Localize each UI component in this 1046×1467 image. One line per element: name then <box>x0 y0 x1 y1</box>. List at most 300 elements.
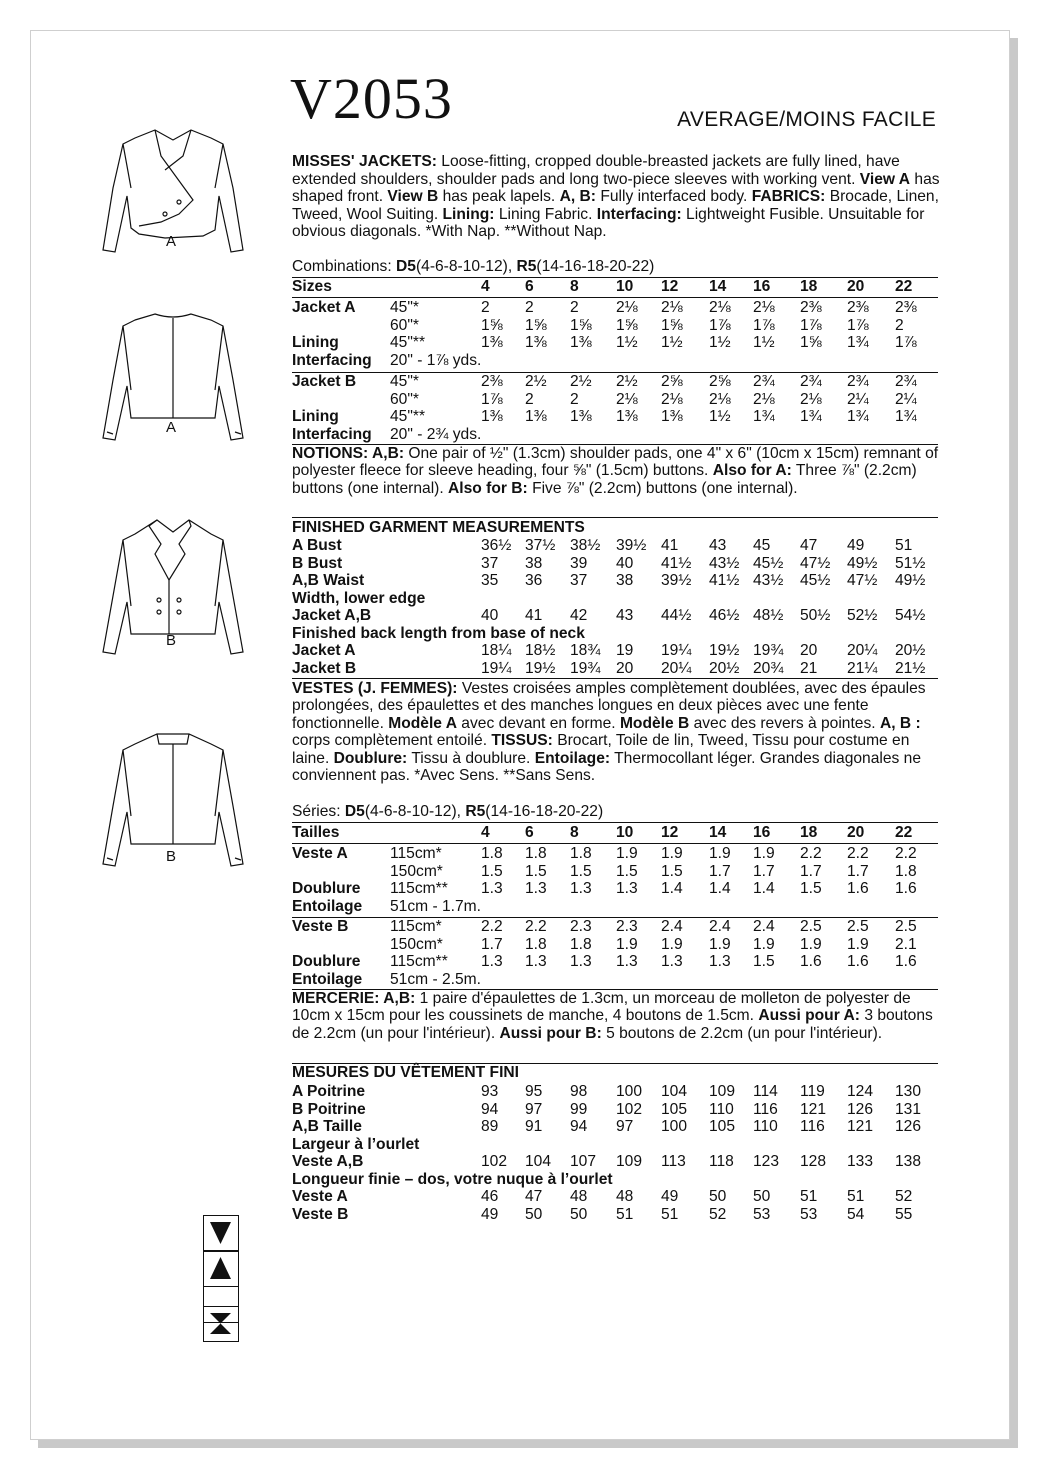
measurement-cell: 126 <box>847 1100 874 1118</box>
measurement-cell: 37 <box>481 554 499 572</box>
difficulty-label: AVERAGE/MOINS FACILE <box>677 108 936 131</box>
hourglass-icon <box>203 1306 239 1342</box>
measurement-cell: 123 <box>753 1153 780 1170</box>
yardage-row-label: Entoilage <box>292 970 363 988</box>
measurement-cell: 47½ <box>800 554 831 572</box>
measurement-cell: 52½ <box>847 607 878 624</box>
yardage-cell: 2⅛ <box>616 299 638 316</box>
measurement-cell: 40 <box>481 607 499 624</box>
yardage-cell: 1.8 <box>895 862 917 880</box>
sizes-header-row <box>292 278 938 296</box>
fabric-width: 60"* <box>390 316 419 334</box>
english-description: MISSES' JACKETS: Loose-fitting, cropped double-breasted jackets are fully lined, have extended shoulders, shoulder pads and long two-piece sleeves with working vent. View A has shaped front. View B has peak lapels. A, B: Fully interfaced body. FABRICS: Brocade, Linen, Tweed, Wool Suiting. Lining: Lining Fabric. Interfacing: Lightweight Fusible. Unsuitable for obvious diagonals. *With Nap. **Without Nap. <box>292 153 940 241</box>
size-header-cell: 12 <box>661 278 679 295</box>
measurement-row <box>292 660 938 678</box>
fabric-width: 51cm - 2.5m. <box>390 970 481 988</box>
yardage-cell: 1.3 <box>616 953 638 970</box>
measurement-row <box>292 537 938 555</box>
sizes-header-label: Sizes <box>292 278 332 295</box>
size-header-cell: 6 <box>525 824 534 841</box>
measurement-cell: 114 <box>753 1083 778 1100</box>
measurement-cell: 49½ <box>847 554 878 572</box>
yardage-cell: 1⅞ <box>895 334 917 351</box>
measurement-cell: 53 <box>800 1205 818 1223</box>
measurement-cell: 118 <box>709 1153 734 1170</box>
measurement-cell: 47 <box>525 1188 543 1205</box>
yardage-cell: 1.8 <box>481 845 503 862</box>
size-header-cell: 14 <box>709 278 727 295</box>
yardage-row <box>292 918 938 936</box>
measurement-cell: 110 <box>709 1100 734 1118</box>
measurement-cell: 107 <box>570 1153 597 1170</box>
yardage-cell: 1.3 <box>661 953 683 970</box>
measurement-cell: 128 <box>800 1153 827 1170</box>
measurement-cell: 51 <box>661 1205 679 1223</box>
measurement-cell: 99 <box>570 1100 588 1118</box>
measurement-cell: 97 <box>525 1100 543 1118</box>
yardage-cell: 2½ <box>525 373 547 390</box>
measurement-cell: 38½ <box>570 537 601 554</box>
yardage-cell: 1⅞ <box>709 316 731 334</box>
yardage-row <box>292 880 938 898</box>
yardage-row-label: Doublure <box>292 880 361 897</box>
measurement-label: B Poitrine <box>292 1100 366 1118</box>
sizes-header-label: Tailles <box>292 824 340 841</box>
yardage-row <box>292 391 938 409</box>
yardage-row <box>292 317 938 335</box>
yardage-cell: 1⅜ <box>481 334 503 351</box>
measurement-cell: 41 <box>661 537 679 554</box>
measurement-cell: 52 <box>895 1188 913 1205</box>
measurement-cell: 20¼ <box>661 659 692 677</box>
yardage-row-label: Interfacing <box>292 351 372 369</box>
size-header-cell: 10 <box>616 824 634 841</box>
measurement-row <box>292 625 938 643</box>
measurement-cell: 47 <box>800 537 818 554</box>
measurement-cell: 124 <box>847 1083 874 1100</box>
fabric-width: 20" - 2¾ yds. <box>390 425 482 443</box>
yardage-row <box>292 334 938 352</box>
measurement-cell: 39½ <box>661 572 692 589</box>
yardage-cell: 2 <box>525 299 534 316</box>
measurement-label: A,B Waist <box>292 572 365 589</box>
measurement-label: A Bust <box>292 537 342 554</box>
yardage-row <box>292 845 938 863</box>
yardage-cell: 1.8 <box>570 845 592 862</box>
yardage-cell: 1⅞ <box>481 390 503 408</box>
measurement-cell: 45½ <box>800 572 831 589</box>
yardage-cell: 1⅞ <box>847 316 869 334</box>
yardage-cell: 1.6 <box>847 953 869 970</box>
yardage-cell: 1¾ <box>753 408 775 425</box>
table-rule <box>292 678 938 679</box>
yardage-cell: 1.5 <box>481 862 503 880</box>
measurement-cell: 48 <box>570 1188 588 1205</box>
measurement-row <box>292 555 938 573</box>
size-header-cell: 14 <box>709 824 727 841</box>
french-description: VESTES (J. FEMMES): Vestes croisées amples complètement doublées, avec des épaules prolongées, des épaulettes et des manches longues en deux pièces avec une fente fonctionnelle. Modèle A avec devant en forme. Modèle B avec des revers à pointes. A, B : corps complètement entoilé. TISSUS: Brocart, Toile de lin, Tweed, Tissu pour costume en laine. Doublure: Tissu à doublure. Entoilage: Thermocollant léger. Grandes diagonales ne conviennent pas. *Avec Sens. **Sans Sens. <box>292 680 926 785</box>
fabric-width: 115cm** <box>390 953 448 970</box>
measurement-label: Veste A,B <box>292 1153 364 1170</box>
measurement-cell: 19¾ <box>753 642 784 659</box>
yardage-cell: 2 <box>570 390 579 408</box>
yardage-cell: 1¾ <box>800 408 822 425</box>
measurement-cell: 21½ <box>895 659 926 677</box>
yardage-cell: 2.5 <box>895 918 917 935</box>
triangle-up-icon <box>203 1251 239 1287</box>
yardage-cell: 2⅜ <box>895 299 917 316</box>
measurement-label: A,B Taille <box>292 1118 362 1135</box>
yardage-cell: 1⅝ <box>525 316 547 334</box>
yardage-cell: 1½ <box>709 334 731 351</box>
measurement-cell: 102 <box>616 1100 643 1118</box>
measurement-cell: 41 <box>525 607 543 624</box>
series-line: Séries: D5(4-6-8-10-12), R5(14-16-18-20-22) <box>292 803 604 820</box>
size-header-cell: 8 <box>570 824 579 841</box>
sketch-label-a-front: A <box>166 233 177 250</box>
yardage-cell: 2⅝ <box>709 373 731 390</box>
measurement-cell: 50 <box>525 1205 543 1223</box>
yardage-cell: 1⅜ <box>525 408 547 425</box>
measurement-cell: 91 <box>525 1118 543 1135</box>
measurement-row <box>292 1101 938 1119</box>
measurement-cell: 49½ <box>895 572 926 589</box>
yardage-row <box>292 898 938 916</box>
fabric-width: 45"* <box>390 373 419 390</box>
size-header-cell: 18 <box>800 278 818 295</box>
yardage-cell: 2.5 <box>847 918 869 935</box>
yardage-row <box>292 971 938 989</box>
yardage-cell: 2.2 <box>895 845 917 862</box>
measurement-row <box>292 572 938 590</box>
measurement-cell: 19¾ <box>570 659 601 677</box>
yardage-cell: 2¾ <box>895 373 917 390</box>
yardage-cell: 1.6 <box>847 880 869 897</box>
yardage-row-label: Doublure <box>292 953 361 970</box>
english-measurements-title: FINISHED GARMENT MEASUREMENTS <box>292 519 585 536</box>
yardage-cell: 1.3 <box>525 880 547 897</box>
yardage-cell: 2 <box>525 390 534 408</box>
measurement-cell: 51 <box>895 537 913 554</box>
yardage-cell: 1.3 <box>616 880 638 897</box>
yardage-row-label: Jacket B <box>292 373 357 390</box>
measurement-cell: 20¾ <box>753 659 784 677</box>
measurement-cell: 43½ <box>709 554 740 572</box>
yardage-cell: 1.9 <box>616 935 638 953</box>
english-notions: NOTIONS: A,B: One pair of ½" (1.3cm) shoulder pads, one 4" x 6" (10cm x 15cm) remnant of polyester fleece for sleeve heading, four ⅝" (1.5cm) buttons. Also for A: Three ⅞" (2.2cm) buttons (one internal). Also for B: Five ⅞" (2.2cm) buttons (one internal). <box>292 445 939 497</box>
measurement-cell: 48½ <box>753 607 784 624</box>
yardage-row <box>292 936 938 954</box>
yardage-cell: 1.5 <box>661 862 683 880</box>
measurement-cell: 43 <box>616 607 634 624</box>
yardage-row <box>292 426 938 444</box>
fabric-width: 115cm* <box>390 918 442 935</box>
pattern-number: V2053 <box>290 66 453 131</box>
measurement-row <box>292 1188 938 1206</box>
yardage-cell: 2⅜ <box>847 299 869 316</box>
measurement-cell: 19½ <box>525 659 556 677</box>
yardage-cell: 1.5 <box>616 862 638 880</box>
measurement-cell: 53 <box>753 1205 771 1223</box>
measurement-cell: 43½ <box>753 572 784 589</box>
table-rule <box>292 822 938 823</box>
yardage-cell: 1.7 <box>847 862 869 880</box>
measurement-row <box>292 1153 938 1171</box>
yardage-cell: 1⅞ <box>753 316 775 334</box>
yardage-cell: 1.8 <box>570 935 592 953</box>
yardage-cell: 1.9 <box>709 845 731 862</box>
measurement-row <box>292 642 938 660</box>
combinations-line: Combinations: D5(4-6-8-10-12), R5(14-16-18-20-22) <box>292 258 655 275</box>
yardage-row-label: Veste B <box>292 918 349 935</box>
measurement-cell: 52 <box>709 1205 727 1223</box>
yardage-cell: 2.3 <box>570 918 592 935</box>
measurement-label: Width, lower edge <box>292 589 426 607</box>
yardage-cell: 2.2 <box>525 918 547 935</box>
measurement-cell: 133 <box>847 1153 874 1170</box>
sizes-header-row <box>292 824 938 842</box>
yardage-cell: 1.4 <box>661 880 683 897</box>
measurement-cell: 51½ <box>895 554 926 572</box>
measurement-label: Veste B <box>292 1205 349 1223</box>
yardage-cell: 2¾ <box>847 373 869 390</box>
yardage-cell: 1.5 <box>570 862 592 880</box>
yardage-row-label: Jacket A <box>292 299 356 316</box>
measurement-label: B Bust <box>292 554 343 572</box>
measurement-label: Veste A <box>292 1188 348 1205</box>
measurement-cell: 19¼ <box>481 659 512 677</box>
measurement-cell: 50 <box>753 1188 771 1205</box>
measurement-cell: 38 <box>525 554 543 572</box>
measurement-cell: 38 <box>616 572 634 589</box>
yardage-cell: 2⅛ <box>661 299 683 316</box>
measurement-cell: 41½ <box>661 554 692 572</box>
measurement-label: Jacket B <box>292 659 357 677</box>
yardage-cell: 1.9 <box>753 845 775 862</box>
fabric-width: 45"** <box>390 334 426 351</box>
size-header-cell: 20 <box>847 824 865 841</box>
measurement-cell: 39 <box>570 554 588 572</box>
measurement-cell: 49 <box>847 537 865 554</box>
measurement-cell: 104 <box>661 1083 688 1100</box>
measurement-cell: 50 <box>570 1205 588 1223</box>
yardage-cell: 1⅝ <box>616 316 638 334</box>
measurement-row <box>292 1206 938 1224</box>
measurement-cell: 46 <box>481 1188 499 1205</box>
measurement-cell: 21 <box>800 659 818 677</box>
measurement-label: Jacket A <box>292 642 356 659</box>
yardage-cell: 2.2 <box>481 918 503 935</box>
yardage-cell: 2⅝ <box>661 373 683 390</box>
yardage-row-label: Veste A <box>292 845 348 862</box>
yardage-cell: 2⅛ <box>753 390 775 408</box>
measurement-cell: 105 <box>709 1118 736 1135</box>
french-measurements-title: MESURES DU VÊTEMENT FINI <box>292 1064 519 1081</box>
yardage-cell: 2.5 <box>800 918 822 935</box>
size-header-cell: 22 <box>895 824 913 841</box>
yardage-row-label: Interfacing <box>292 425 372 443</box>
fabric-width: 115cm* <box>390 845 442 862</box>
fabric-width: 150cm* <box>390 862 443 880</box>
measurement-cell: 18½ <box>525 642 556 659</box>
measurement-cell: 55 <box>895 1205 913 1223</box>
measurement-cell: 41½ <box>709 572 740 589</box>
yardage-cell: 1½ <box>616 334 638 351</box>
yardage-cell: 2⅛ <box>800 390 822 408</box>
table-rule <box>292 517 938 518</box>
measurement-cell: 110 <box>753 1118 778 1135</box>
measurement-cell: 93 <box>481 1083 499 1100</box>
measurement-row <box>292 607 938 625</box>
measurement-cell: 49 <box>661 1188 679 1205</box>
yardage-cell: 2.2 <box>847 845 869 862</box>
size-header-cell: 22 <box>895 278 913 295</box>
yardage-cell: 1.7 <box>709 862 731 880</box>
measurement-cell: 39½ <box>616 537 647 554</box>
yardage-row <box>292 408 938 426</box>
measurement-cell: 45 <box>753 537 771 554</box>
yardage-cell: 1.3 <box>481 880 503 897</box>
measurement-cell: 98 <box>570 1083 588 1100</box>
yardage-cell: 1⅝ <box>800 334 822 351</box>
yardage-cell: 1.3 <box>525 953 547 970</box>
measurement-cell: 100 <box>661 1118 688 1135</box>
yardage-cell: 1.9 <box>709 935 731 953</box>
measurement-cell: 20 <box>616 659 634 677</box>
yardage-cell: 2½ <box>570 373 592 390</box>
yardage-cell: 1.9 <box>753 935 775 953</box>
yardage-cell: 1⅜ <box>481 408 503 425</box>
measurement-row <box>292 1118 938 1136</box>
size-header-cell: 18 <box>800 824 818 841</box>
size-header-cell: 16 <box>753 278 771 295</box>
yardage-row <box>292 373 938 391</box>
measurement-label: Longueur finie – dos, votre nuque à l’ourlet <box>292 1170 613 1188</box>
yardage-cell: 1.9 <box>847 935 869 953</box>
yardage-cell: 1⅝ <box>570 316 592 334</box>
measurement-cell: 36 <box>525 572 543 589</box>
measurement-cell: 35 <box>481 572 499 589</box>
measurement-cell: 116 <box>753 1100 778 1118</box>
size-header-cell: 16 <box>753 824 771 841</box>
yardage-cell: 1.4 <box>709 880 731 897</box>
measurement-cell: 104 <box>525 1153 552 1170</box>
yardage-cell: 2⅜ <box>481 373 503 390</box>
yardage-cell: 1⅜ <box>661 408 683 425</box>
yardage-cell: 1.7 <box>481 935 503 953</box>
yardage-cell: 2¼ <box>847 390 869 408</box>
yardage-cell: 2.4 <box>661 918 683 935</box>
measurement-cell: 19¼ <box>661 642 692 659</box>
yardage-cell: 2⅛ <box>616 390 638 408</box>
measurement-cell: 54 <box>847 1205 865 1223</box>
fabric-width: 115cm** <box>390 880 448 897</box>
size-header-cell: 8 <box>570 278 579 295</box>
yardage-cell: 1¾ <box>847 408 869 425</box>
measurement-cell: 94 <box>481 1100 499 1118</box>
measurement-label: Largeur à l’ourlet <box>292 1135 420 1153</box>
yardage-cell: 1.9 <box>616 845 638 862</box>
measurement-cell: 45½ <box>753 554 784 572</box>
measurement-cell: 119 <box>800 1083 825 1100</box>
table-rule <box>292 297 938 298</box>
measurement-cell: 37½ <box>525 537 556 554</box>
measurement-cell: 109 <box>616 1153 643 1170</box>
size-header-cell: 10 <box>616 278 634 295</box>
measurement-cell: 126 <box>895 1118 922 1135</box>
measurement-cell: 102 <box>481 1153 508 1170</box>
fabric-width: 51cm - 1.7m. <box>390 897 481 915</box>
fabric-width: 20" - 1⅞ yds. <box>390 351 482 369</box>
yardage-cell: 2⅛ <box>709 390 731 408</box>
yardage-cell: 2.4 <box>709 918 731 935</box>
measurement-cell: 47½ <box>847 572 878 589</box>
measurement-cell: 44½ <box>661 607 692 624</box>
measurement-label: Finished back length from base of neck <box>292 624 585 642</box>
yardage-cell: 1½ <box>753 334 775 351</box>
yardage-cell: 1.6 <box>895 880 917 897</box>
yardage-cell: 2⅜ <box>800 299 822 316</box>
yardage-cell: 1.5 <box>525 862 547 880</box>
measurement-cell: 21¼ <box>847 659 878 677</box>
measurement-cell: 51 <box>616 1205 634 1223</box>
measurement-cell: 97 <box>616 1118 634 1135</box>
measurement-cell: 40 <box>616 554 634 572</box>
french-notions: MERCERIE: A,B: 1 paire d'épaulettes de 1.3cm, un morceau de molleton de polyester de 10cm x 15cm pour les coussinets de manche, 4 boutons de 1.5cm. Aussi pour A: 3 boutons de 2.2cm (un pour l'intérieur). Aussi pour B: 5 boutons de 2.2cm (un pour l'intérieur). <box>292 990 933 1042</box>
measurement-cell: 50½ <box>800 607 831 624</box>
yardage-cell: 1⅜ <box>525 334 547 351</box>
yardage-cell: 1⅝ <box>661 316 683 334</box>
measurement-cell: 109 <box>709 1083 736 1100</box>
yardage-cell: 2½ <box>616 373 638 390</box>
yardage-cell: 1⅝ <box>481 316 503 334</box>
measurement-cell: 94 <box>570 1118 588 1135</box>
yardage-row <box>292 863 938 881</box>
yardage-cell: 2.1 <box>895 935 917 953</box>
yardage-cell: 1.9 <box>800 935 822 953</box>
yardage-cell: 2⅛ <box>709 299 731 316</box>
measurement-cell: 95 <box>525 1083 543 1100</box>
size-header-cell: 20 <box>847 278 865 295</box>
yardage-cell: 2.3 <box>616 918 638 935</box>
yardage-cell: 1.9 <box>661 845 683 862</box>
yardage-cell: 1.5 <box>800 880 822 897</box>
yardage-cell: 1⅜ <box>616 408 638 425</box>
measurement-cell: 113 <box>661 1153 686 1170</box>
yardage-cell: 2 <box>895 316 904 334</box>
yardage-cell: 2.4 <box>753 918 775 935</box>
yardage-row-label: Lining <box>292 408 339 425</box>
yardage-cell: 1⅜ <box>570 334 592 351</box>
measurement-cell: 20 <box>800 642 818 659</box>
yardage-row-label: Entoilage <box>292 897 363 915</box>
yardage-cell: 1½ <box>661 334 683 351</box>
yardage-cell: 2¾ <box>753 373 775 390</box>
measurement-cell: 20½ <box>895 642 926 659</box>
measurement-label: A Poitrine <box>292 1083 366 1100</box>
measurement-cell: 18¾ <box>570 642 601 659</box>
sketch-label-b-back: B <box>166 848 177 865</box>
measurement-cell: 51 <box>847 1188 865 1205</box>
yardage-row <box>292 953 938 971</box>
measurement-row <box>292 1136 938 1154</box>
measurement-cell: 49 <box>481 1205 499 1223</box>
yardage-row <box>292 352 938 370</box>
table-rule <box>292 843 938 844</box>
yardage-row <box>292 299 938 317</box>
yardage-cell: 1.9 <box>661 935 683 953</box>
measurement-row <box>292 1083 938 1101</box>
